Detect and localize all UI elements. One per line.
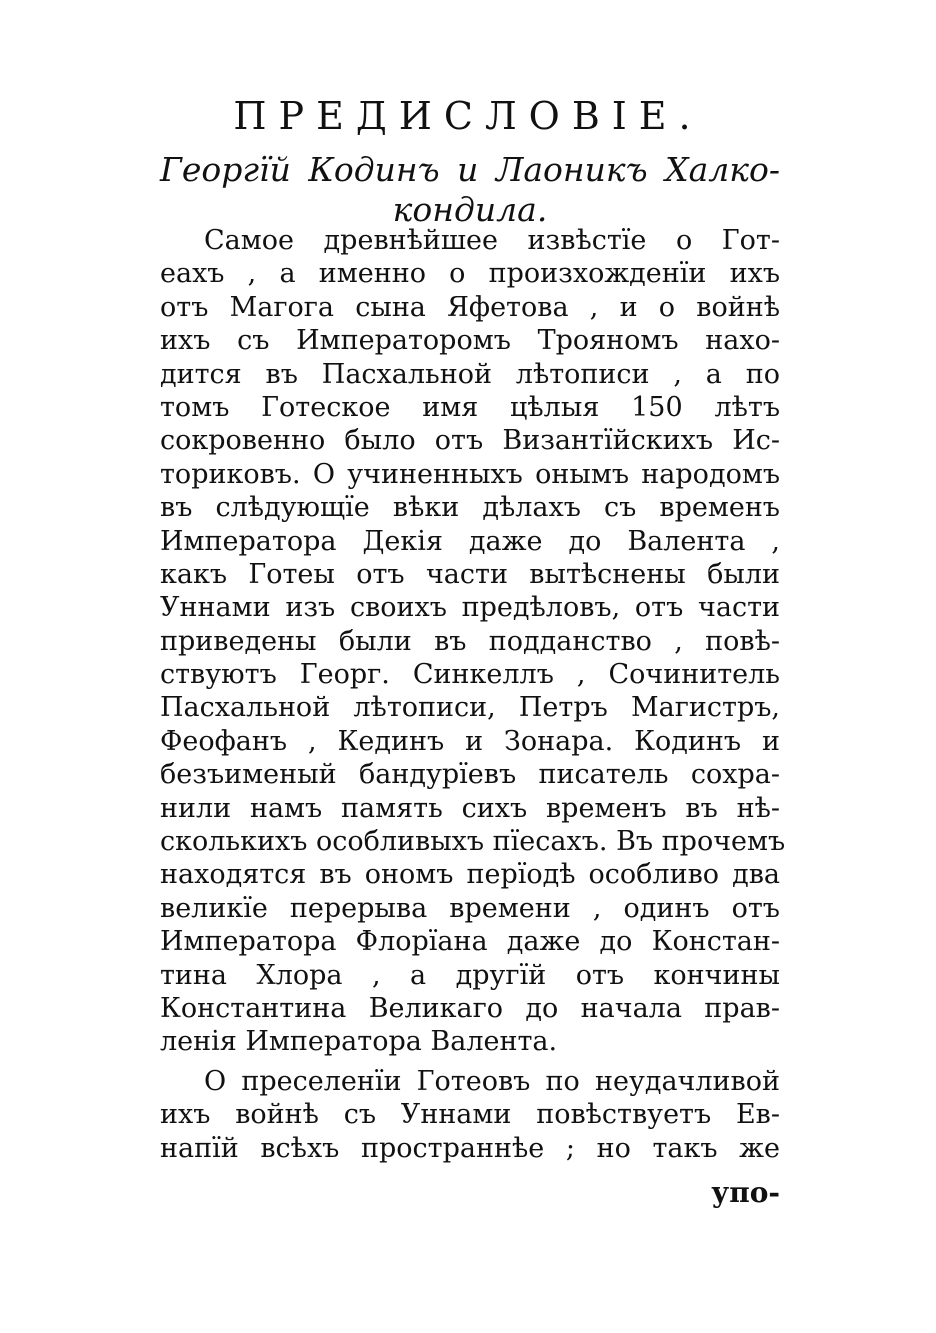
text-line: Императора Флорїана даже до Констан- bbox=[160, 926, 780, 958]
text-line: Самое древнѣйшее извѣстїе о Гот- bbox=[204, 225, 780, 256]
text-line: ихъ войнѣ съ Уннами повѣствуетъ Ев- bbox=[160, 1099, 780, 1131]
text-line: находятся въ ономъ перїодѣ особливо два bbox=[160, 859, 780, 891]
catchword: упо- bbox=[711, 1176, 780, 1209]
paragraph-2 bbox=[160, 1065, 780, 1165]
section-subheading bbox=[160, 150, 780, 230]
text-line: Императора Декія даже до Валента , bbox=[160, 525, 780, 557]
text-line: томъ Готеское имя цѣлыя 150 лѣтъ bbox=[160, 391, 780, 423]
text-line: ихъ съ Императоромъ Трояномъ нахо- bbox=[160, 325, 780, 357]
text-line: тина Хлора , а другїй отъ кончины bbox=[160, 959, 780, 991]
text-line: Феофанъ , Кединъ и Зонара. Кодинъ и bbox=[160, 725, 780, 757]
text-line: ствуютъ Георг. Синкеллъ , Сочинитель bbox=[160, 659, 780, 691]
text-line: Уннами изъ своихъ предѣловъ, отъ части bbox=[160, 592, 780, 624]
subheading-line: кондила. bbox=[392, 190, 548, 229]
text-line: въ слѣдующїе вѣки дѣлахъ съ временъ bbox=[160, 492, 780, 524]
text-line: приведены были въ подданство , повѣ- bbox=[160, 625, 780, 657]
text-line: великїе перерыва времени , одинъ отъ bbox=[160, 892, 780, 924]
text-line: Константина Великаго до начала прав- bbox=[160, 992, 780, 1024]
text-line: какъ Готеы отъ части вытѣснены были bbox=[160, 558, 780, 590]
text-line: нили намъ память сихъ временъ въ нѣ- bbox=[160, 792, 780, 824]
text-line: безъименый бандурїевъ писатель сохра- bbox=[160, 759, 780, 791]
text-line: отъ Магога сына Яфетова , и о войнѣ bbox=[160, 291, 780, 323]
page-heading: ПРЕДИСЛОВІЕ. bbox=[233, 94, 703, 138]
subheading-line: Георгїй Кодинъ и Лаоникъ Халко- bbox=[160, 150, 780, 189]
text-line: Пасхальной лѣтописи, Петръ Магистръ, bbox=[160, 692, 780, 724]
text-line: дится въ Пасхальной лѣтописи , а по bbox=[160, 358, 780, 390]
text-line: сокровенно было отъ Византїйскихъ Ис- bbox=[160, 425, 780, 457]
body-text bbox=[160, 224, 786, 1165]
text-line: ленія Императора Валента. bbox=[160, 1026, 558, 1058]
text-line: напїй всѣхъ пространнѣе ; но такъ же bbox=[160, 1132, 780, 1164]
paragraph-1 bbox=[160, 224, 786, 1059]
text-line: сколькихъ особливыхъ пїесахъ. Въ прочемъ bbox=[160, 826, 786, 858]
text-line: О преселенїи Готеовъ по неудачливой bbox=[204, 1065, 780, 1097]
text-line: еахъ , а именно о произхожденїи ихъ bbox=[160, 258, 780, 290]
text-line: ториковъ. О учиненныхъ онымъ народомъ bbox=[160, 458, 780, 490]
